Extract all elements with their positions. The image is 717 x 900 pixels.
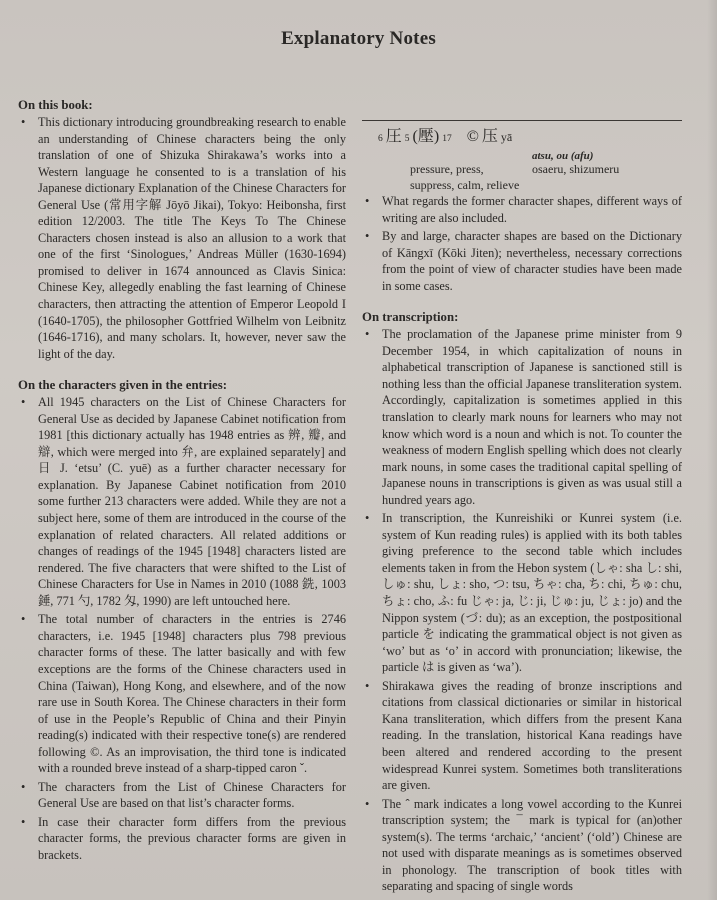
- entry-old-character: (壓): [412, 128, 440, 145]
- section-heading-characters: On the characters given in the entries:: [18, 378, 227, 393]
- entry-meaning-line2: suppress, calm, relieve: [410, 178, 520, 192]
- entry-character: 圧: [385, 128, 402, 145]
- entry-on-reading: atsu, ou (afu): [532, 150, 594, 162]
- list-item: • By and large, character shapes are based on the Dictionary of Kāngxī (Kōki Jiten); nevertheless, necessary corrections from the point of view of character studies have been made in some cases.: [362, 228, 682, 294]
- entry-pinyin: yā: [500, 130, 513, 144]
- list-item: • All 1945 characters on the List of Chinese Characters for General Use as decided by Japanese Cabinet notification from 1981 [this dictionary actually has 1948 entries as 辨, 瓣, and 辯, which were merged into 弁, are explained separately] and 日 J. ‘etsu’ (C. yuē) as a further character necessary for explanation. By Japanese Cabinet notification from 2010 some further 213 characters were added. While they are not a subject here, some of them are introduced in the course of the explanation of related characters. All related additions or changes of readings of the 1945 [1948] characters listed are rendered. The five characters that were shifted to the List of Chinese Characters for Use in Names in 2010 (1088 銑, 1003 錘, 771 勺, 1782 匁, 1990) are left untouched here.: [18, 394, 346, 609]
- list-item: • In case their character form differs from the previous character forms, the previous character forms are given in brackets.: [18, 814, 346, 864]
- right-column: [362, 120, 682, 897]
- list-item: • What regards the former character shapes, different ways of writing are also included.: [362, 193, 682, 226]
- list-item: • The proclamation of the Japanese prime minister from 9 December 1954, in which capitalization of nouns in alphabetical transcription of Japanese is sanctioned still is nothing less than the official Japanese transliteration system. Accordingly, capitalization is sometimes applied in this translation to clearly mark nouns for learners who may not know which word is a noun and which is not. To counter the weakness of modern English spelling which does not clearly mark nouns, in some cases the traditional capital spelling of Japanese nouns in transcriptions is given as was usual still a hundred years ago.: [362, 326, 682, 508]
- entry-simplified: 压: [481, 128, 498, 145]
- list-item: • This dictionary introducing groundbreaking research to enable an understanding of Chinese characters being the only translation of one of Shizuka Shirakawa’s works into a Western language he consented to is a translation of his Japanese dictionary Explanation of the Chinese Characters for General Use (常用字解 Jōyō Jikai), Tokyo: Heibonsha, first edition 12/2003. The title The Keys To The Chinese Characters chosen instead is also an allusion to a work that one of the first ‘Sinologues,’ Andreas Müller (1630-1694) promised to deliver in 1674 announced as Clavis Sinica: Chinese Key, allegedly enabling the fast learning of Chinese characters, then attracting the attention of Emperor Leopold I (1640-1705), the philosopher Gottfried Wilhelm von Leibnitz (1646-1716), and many scholars. It, however, never saw the light of the day.: [18, 114, 346, 362]
- entry-kun-reading: osaeru, shizumeru: [532, 162, 620, 176]
- list-item: • The ˆ mark indicates a long vowel according to the Kunrei transcription system; the ¯ mark is typical for (an)other system(s). The terms ‘archaic,’ ‘ancient’ (‘old’) Chinese are not used with disparate meanings as is sometimes observed in phonology. The transcription of book titles with separating and spacing of single words: [362, 796, 682, 895]
- list-item: • In transcription, the Kunreishiki or Kunrei system (i.e. system of Kun reading rules) is applied with its both tables giving preference to the second table which includes elements taken in from the Hebon system (しゃ: sha し: shi, しゅ: shu, しょ: sho, つ: tsu, ちゃ: cha, ち: chi, ちゅ: chu, ちょ: cho, ふ: fu じゃ: ja, じ: ji, じゅ: ju, じょ: jo) and the Nippon system (づ: du); as an exception, the postpositional particle を indicating the grammatical object is not given as ‘wo’ but as ‘o’ in accord with pronunciation; likewise, the particle は is given as ‘wa’).: [362, 510, 682, 675]
- page-spine-shadow: [707, 0, 717, 900]
- page-header-fragment: [0, 0, 717, 12]
- entry-old-strokes: 17: [442, 134, 452, 144]
- bullet-list-characters: [18, 394, 346, 863]
- list-item: • Shirakawa gives the reading of bronze inscriptions and citations from classical dictionaries or similar in historical Kana transliteration, which differs from the present Kana reading. In the translation, historical Kana readings have been altered and rendered according to the present widespread Kunrei system. Sometimes both transliterations are given.: [362, 678, 682, 794]
- sample-entry: [362, 120, 682, 192]
- list-item: • The total number of characters in the entries is 2746 characters, i.e. 1945 [1948] characters plus 798 previous character forms of these. The latter basically and with few exceptions are the forms of the Chinese characters used in China (Taiwan), Hong Kong, and elsewhere, and of the now rare use in South Korea. The Chinese characters in their form of use in the People’s Republic of China and their Pinyin reading(s) indicated with their respective tone(s) are rendered following ©. As an improvisation, the third tone is indicated with a rounded breve instead of a sharp-tipped caron ˇ.: [18, 611, 346, 776]
- left-column: [18, 96, 346, 866]
- list-item: • The characters from the List of Chinese Characters for General Use are based on that list’s character forms.: [18, 779, 346, 812]
- copyright-mark-icon: ©: [466, 128, 479, 145]
- section-heading-transcription: On transcription:: [362, 310, 459, 325]
- bullet-list-shapes: [362, 193, 682, 294]
- section-heading-on-this-book: On this book:: [18, 98, 93, 112]
- entry-header-line: [378, 129, 512, 148]
- page-title: Explanatory Notes: [281, 28, 436, 49]
- entry-meaning-line1: pressure, press,: [410, 162, 484, 176]
- entry-number: 6: [378, 134, 383, 144]
- bullet-list-on-this-book: [18, 114, 346, 362]
- bullet-list-transcription: [362, 326, 682, 895]
- entry-strokes: 5: [404, 134, 410, 144]
